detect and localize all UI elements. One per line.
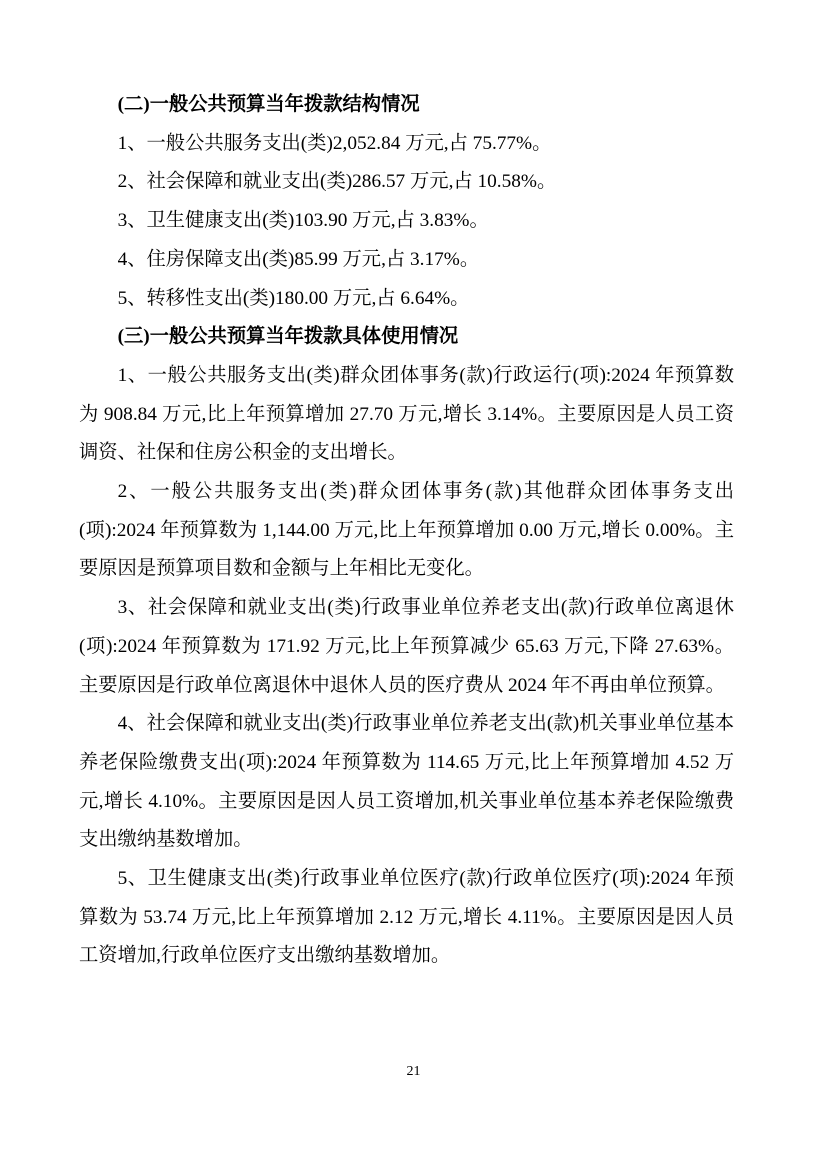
section-heading-allocation-structure: (二)一般公共预算当年拨款结构情况 bbox=[117, 94, 420, 115]
page-number: 21 bbox=[406, 1064, 421, 1079]
structure-item-housing-security: 4、住房保障支出(类)85.99 万元,占 3.17%。 bbox=[117, 248, 480, 270]
section-heading-allocation-usage: (三)一般公共预算当年拨款具体使用情况 bbox=[117, 326, 459, 348]
usage-paragraph-other-mass-organization-affairs: 2、一般公共服务支出(类)群众团体事务(款)其他群众团体事务支出(项):2024 年预算数为 1,144.00 万元,比上年预算增加 0.00 万元,增长 0.00%。主要原因是预算项目数和金额与上年相比无变化。 bbox=[79, 481, 734, 580]
structure-item-health: 3、卫生健康支出(类)103.90 万元,占 3.83%。 bbox=[117, 210, 489, 232]
usage-paragraph-retirement: 3、社会保障和就业支出(类)行政事业单位养老支出(款)行政单位离退休(项):2024 年预算数为 171.92 万元,比上年预算减少 65.63 万元,下降 27.63%。主要原因是行政单位离退休中退休人员的医疗费从 2024 年不再由单位预算。 bbox=[79, 597, 734, 696]
structure-item-social-security-employment: 2、社会保障和就业支出(类)286.57 万元,占 10.58%。 bbox=[117, 171, 557, 193]
usage-paragraph-administrative-medical: 5、卫生健康支出(类)行政事业单位医疗(款)行政单位医疗(项):2024 年预算数为 53.74 万元,比上年预算增加 2.12 万元,增长 4.11%。主要原因是因人员工资增加,行政单位医疗支出缴纳基数增加。 bbox=[79, 868, 734, 967]
document-content bbox=[79, 86, 734, 976]
usage-paragraph-administrative-operation: 1、一般公共服务支出(类)群众团体事务(款)行政运行(项):2024 年预算数为 908.84 万元,比上年预算增加 27.70 万元,增长 3.14%。主要原因是人员工资调资、社保和住房公积金的支出增长。 bbox=[79, 364, 734, 464]
usage-paragraph-basic-pension-contribution: 4、社会保障和就业支出(类)行政事业单位养老支出(款)机关事业单位基本养老保险缴费支出(项):2024 年预算数为 114.65 万元,比上年预算增加 4.52 万元,增长 4.10%。主要原因是因人员工资增加,机关事业单位基本养老保险缴费支出缴纳基数增加。 bbox=[79, 713, 734, 851]
structure-item-general-public-services: 1、一般公共服务支出(类)2,052.84 万元,占 75.77%。 bbox=[117, 132, 552, 154]
structure-item-transfer-expenditure: 5、转移性支出(类)180.00 万元,占 6.64%。 bbox=[117, 287, 470, 309]
